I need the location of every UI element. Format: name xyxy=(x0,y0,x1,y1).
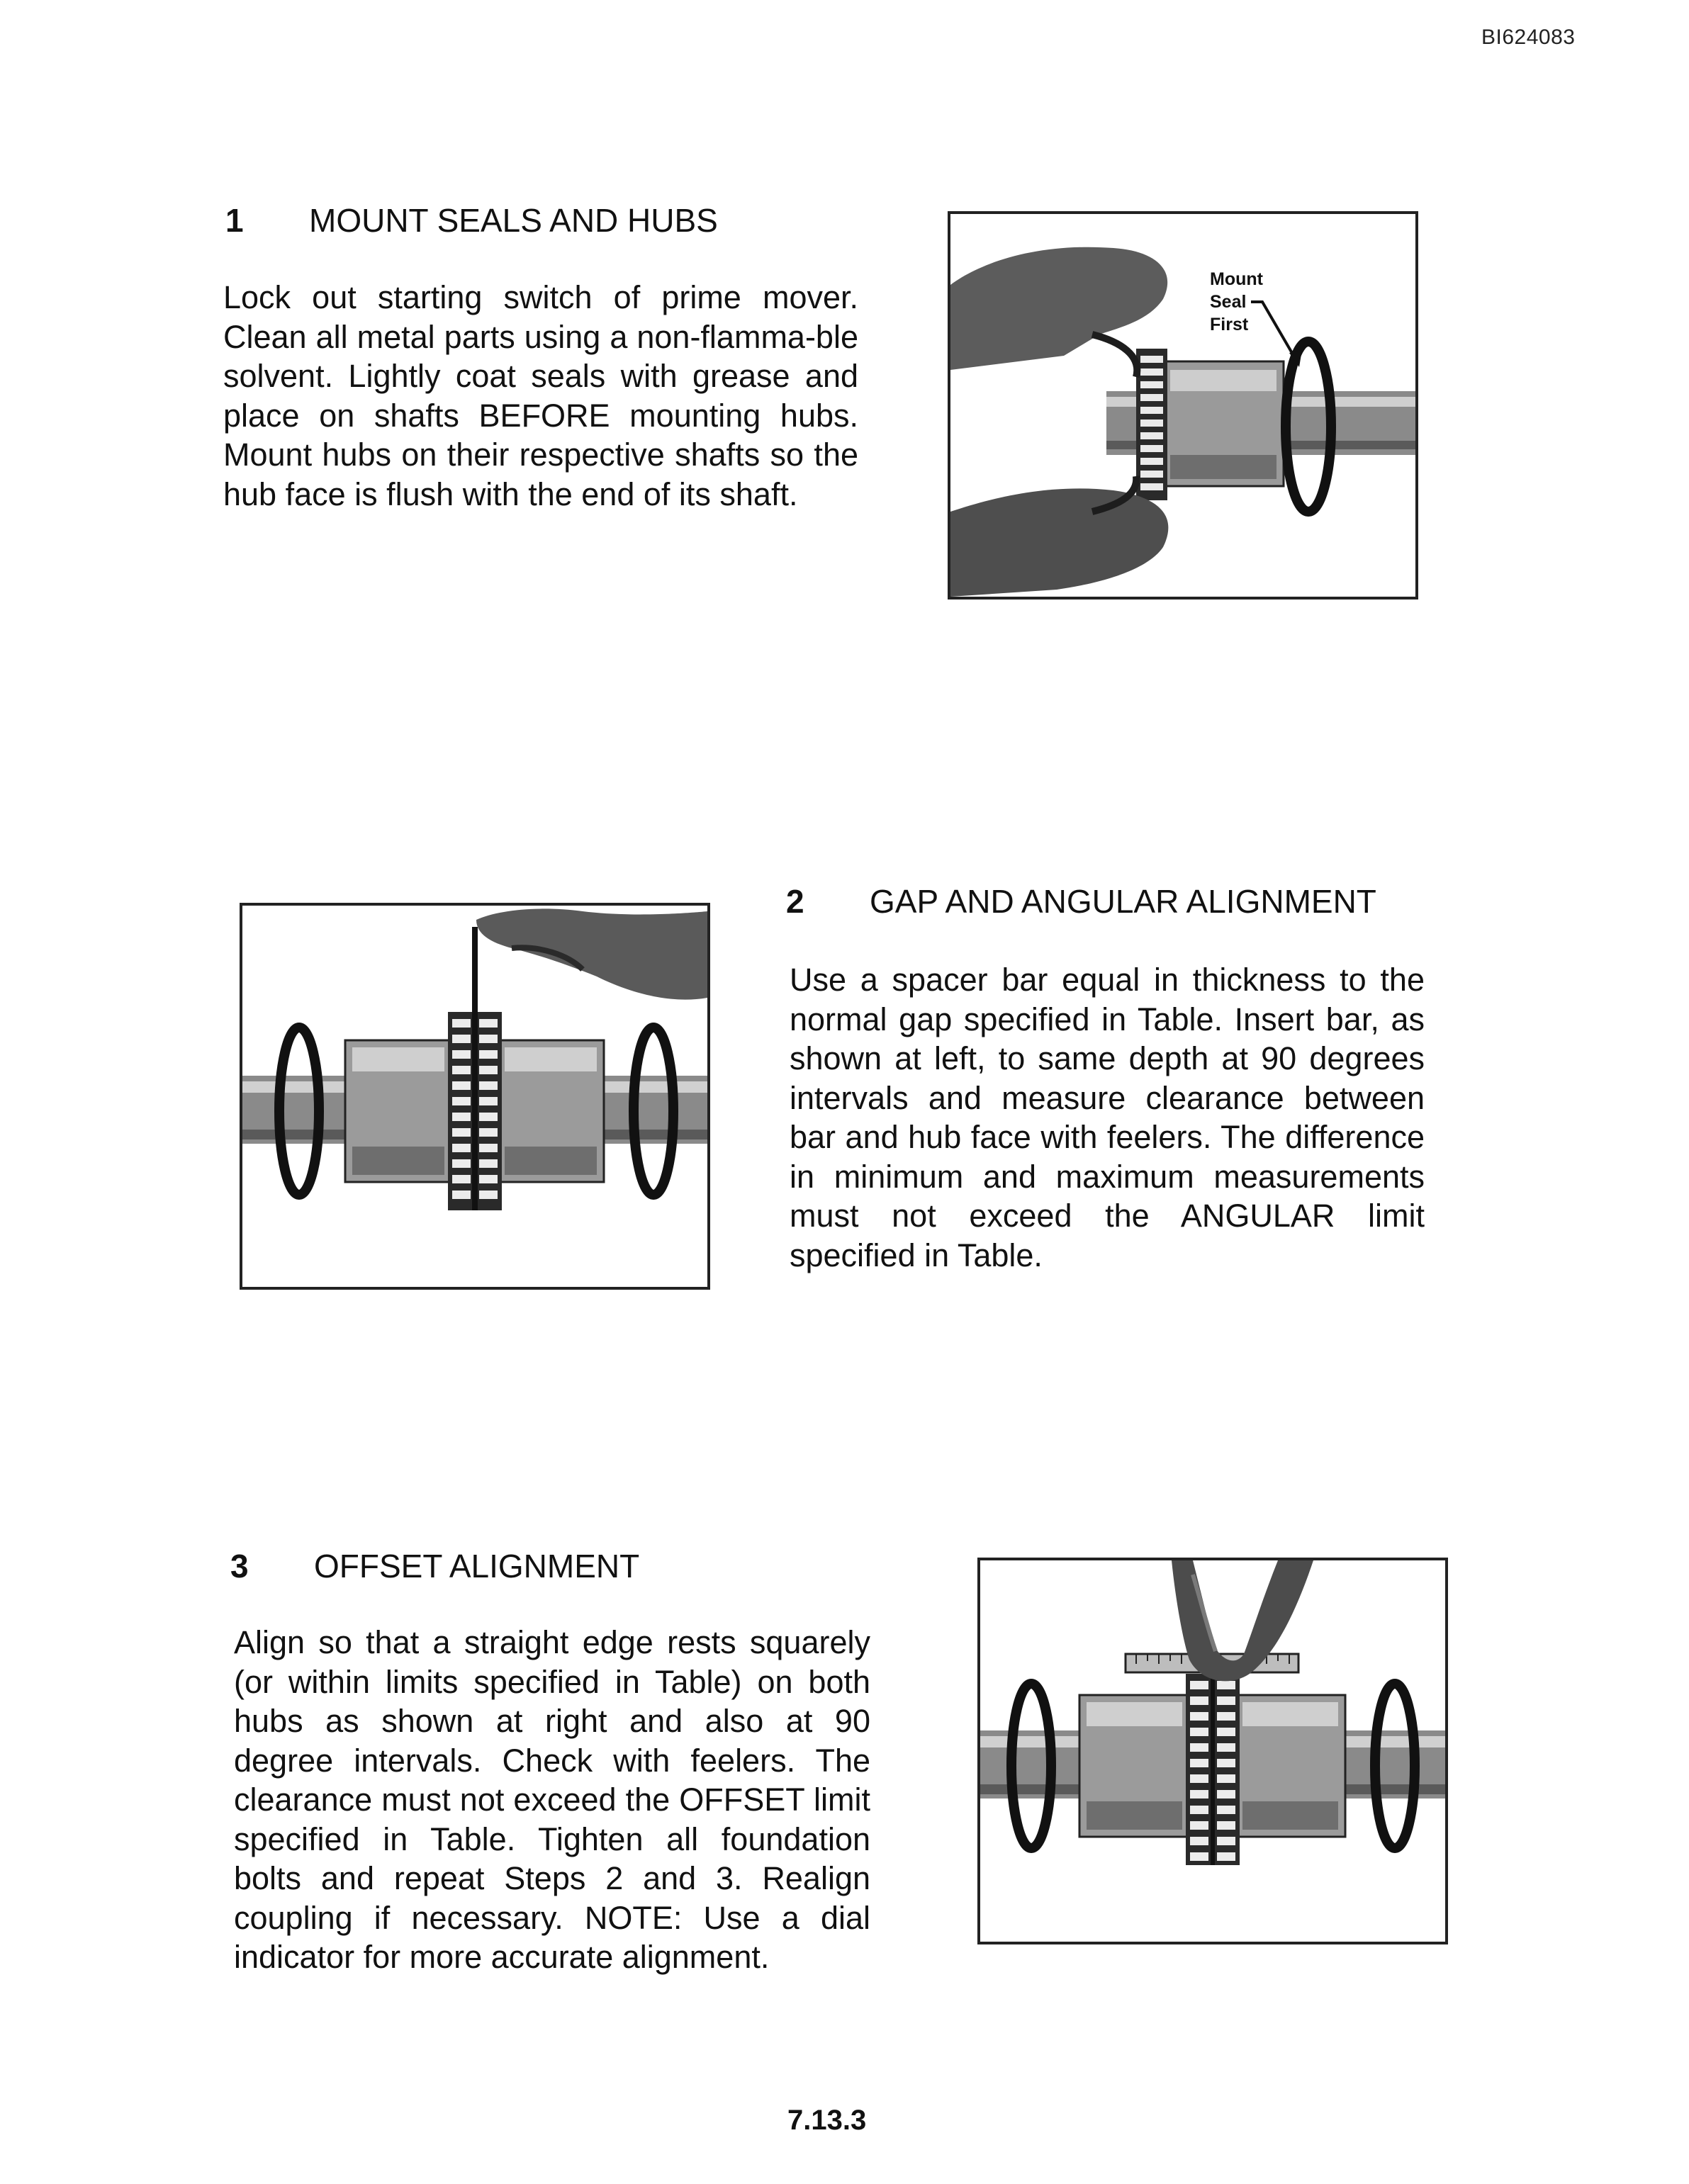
gap-angular-illustration xyxy=(242,906,707,1287)
mount-seals-illustration xyxy=(950,214,1415,597)
section-1-title: MOUNT SEALS AND HUBS xyxy=(309,202,718,239)
section-1-number: 1 xyxy=(225,202,244,239)
figure-mount-seals xyxy=(948,211,1418,600)
page-number: 7.13.3 xyxy=(787,2105,867,2136)
section-2-title: GAP AND ANGULAR ALIGNMENT xyxy=(870,883,1376,920)
section-3-body: Align so that a straight edge rests squarely (or within limits specified in Table) on both hubs as shown at right and also at 90 degree intervals. Check with feelers. The clearance must not exceed the OFFSET limit specified in Table. Tighten all foundation bolts and repeat Steps 2 and 3. Realign coupling if necessary. NOTE: Use a dial indicator for more accurate alignment. xyxy=(234,1624,870,1975)
section-1-heading xyxy=(225,201,718,240)
figure-gap-angular xyxy=(240,903,710,1290)
section-2-body: Use a spacer bar equal in thickness to the normal gap specified in Table. Insert bar, as shown at left, to same depth at 90 degrees intervals and measure clearance between bar and hub face with feelers. The difference in minimum and maximum measurements must not exceed the ANGULAR limit specified in Table. xyxy=(790,962,1425,1273)
mount-seal-label-line1: Mount xyxy=(1210,269,1263,289)
mount-seal-label-line2: Seal xyxy=(1210,292,1247,312)
figure-offset-alignment xyxy=(977,1558,1448,1944)
document-id: BI624083 xyxy=(1481,26,1576,49)
offset-alignment-illustration xyxy=(980,1560,1445,1942)
section-3-number: 3 xyxy=(230,1548,249,1584)
section-2-heading xyxy=(786,882,1376,921)
mount-seal-label-line3: First xyxy=(1210,315,1249,334)
section-1-body: Lock out starting switch of prime mover. Clean all metal parts using a non-flamma-ble solvent. Lightly coat seals with grease and place on shafts BEFORE mounting hubs. Mount hubs on their respective shafts so the hub face is flush with the end of its shaft. xyxy=(223,279,858,512)
section-3-heading xyxy=(230,1547,639,1585)
section-2-number: 2 xyxy=(786,883,804,920)
section-3-title: OFFSET ALIGNMENT xyxy=(314,1548,640,1584)
